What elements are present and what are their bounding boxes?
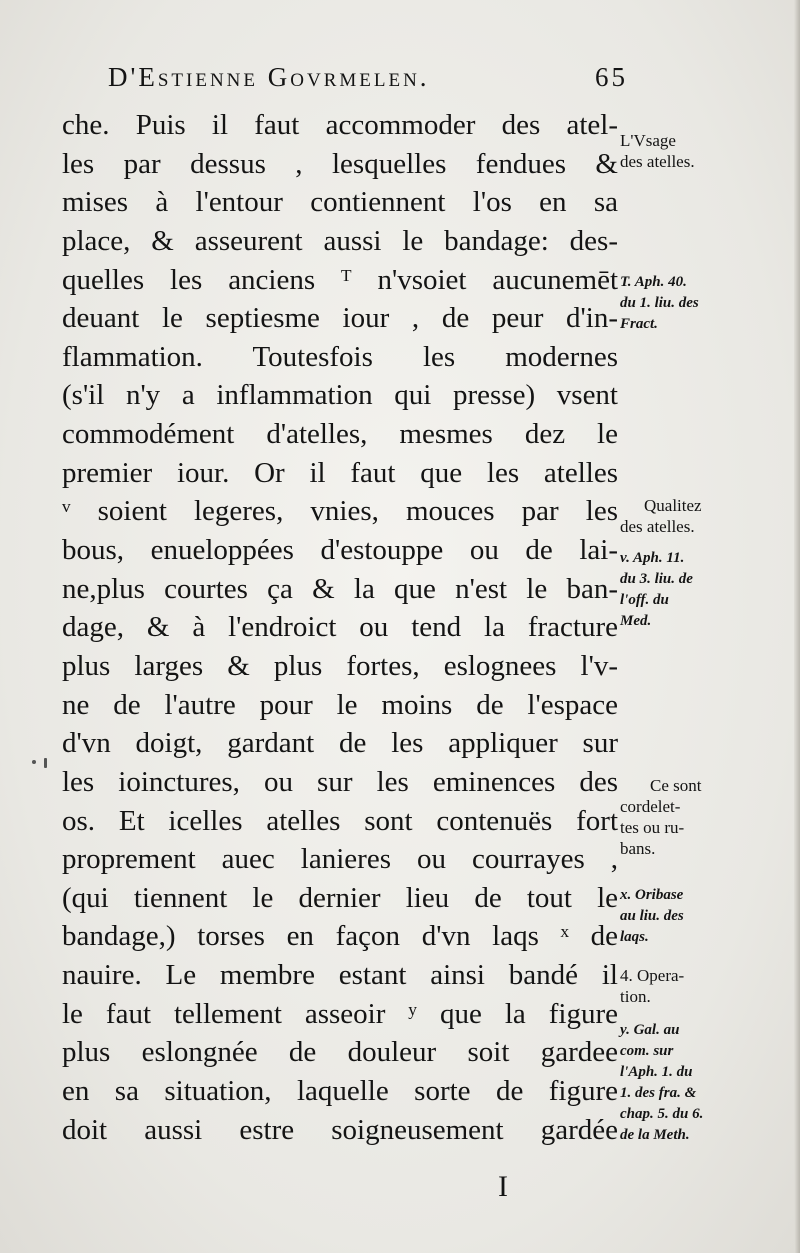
margin-note-line: des atelles. [620,517,695,536]
text-line: plus larges & plus fortes, eslognees l'v- [62,649,618,682]
running-title: D'Estienne Govrmelen. [108,62,430,92]
page-number: 65 [595,62,628,92]
margin-note-line: T. Aph. 40. [620,274,687,290]
text-line: doit aussi estre soigneusement gardée [62,1113,618,1146]
margin-note [620,775,770,859]
margin-note-line: 4. Opera- [620,966,685,985]
margin-note-line: y. Gal. au [620,1022,680,1038]
text-line: bandage,) torses en façon d'vn laqs ˣ de [62,920,618,953]
margin-note-line: Ce sont [650,776,702,795]
text-line: ᵛ soient legeres, vnies, mouces par les [62,495,618,528]
margin-note [620,130,770,172]
margin-note [620,885,770,948]
ink-speck [44,758,47,768]
margin-note-line: v. Aph. 11. [620,550,685,566]
margin-note-line: de la Meth. [620,1127,690,1143]
margin-note-line: des atelles. [620,152,695,171]
margin-note [620,965,770,1007]
text-line: ne de l'autre pour le moins de l'espace [62,688,618,721]
margin-note-line: 1. des fra. & [620,1085,697,1101]
text-line: proprement auec lanieres ou courrayes , [62,843,618,876]
text-line: plus eslongnée de douleur soit gardee [62,1036,618,1069]
ink-speck [32,760,36,764]
text-line: les ioinctures, ou sur les eminences des [62,765,618,798]
margin-note-line: com. sur [620,1043,674,1059]
text-line: premier iour. Or il faut que les atelles [62,456,618,489]
margin-note-line: L'Vsage [620,131,676,150]
text-line: (qui tiennent le dernier lieu de tout le [62,881,618,914]
text-line: le faut tellement asseoir ʸ que la figure [62,997,618,1030]
text-line: d'vn doigt, gardant de les appliquer sur [62,727,618,760]
margin-note-line: bans. [620,839,656,858]
margin-note-line: du 1. liu. des [620,295,699,311]
margin-note-line: Med. [620,613,652,629]
margin-note-line: au liu. des [620,908,684,924]
margin-note [620,272,770,335]
margin-note-line: tion. [620,987,651,1006]
margin-note-line: Qualitez [644,496,702,515]
margin-note [620,1020,770,1146]
running-header [108,62,628,102]
margin-note-line: l'off. du [620,592,669,608]
text-line: che. Puis il faut accommoder des atel- [62,109,618,141]
margin-note-line: du 3. liu. de [620,571,693,587]
text-line: en sa situation, laquelle sorte de figure [62,1075,618,1108]
text-line: flammation. Toutesfois les modernes [62,340,618,373]
text-line: os. Et icelles atelles sont contenuës fort [62,804,618,837]
text-line: quelles les anciens ᵀ n'vsoiet aucunemēt [62,263,618,296]
margin-note-line: Fract. [620,316,658,332]
text-line: place, & asseurent aussi le bandage: des- [62,224,618,257]
text-line: deuant le septiesme iour , de peur d'in- [62,302,618,335]
text-line: les par dessus , lesquelles fendues & [62,147,618,180]
text-line: ne,plus courtes ça & la que n'est le ban- [62,572,618,605]
margin-note-line: chap. 5. du 6. [620,1106,704,1122]
page-edge-shadow [794,0,800,1253]
text-line: commodément d'atelles, mesmes dez le [62,418,618,451]
text-line: nauire. Le membre estant ainsi bandé il [62,959,618,992]
margin-note-line: l'Aph. 1. du [620,1064,693,1080]
margin-note-line: x. Oribase [620,887,684,903]
text-line: bous, enueloppées d'estouppe ou de lai- [62,534,618,567]
text-line: (s'il n'y a inflammation qui presse) vsent [62,379,618,412]
margin-note-line: tes ou ru- [620,818,685,837]
text-line: dage, & à l'endroict ou tend la fracture [62,611,618,644]
margin-note-line: cordelet- [620,797,681,816]
text-line: mises à l'entour contiennent l'os en sa [62,186,618,219]
main-text-block [62,106,618,1149]
margin-note-line: laqs. [620,929,649,945]
margin-note [620,548,770,632]
margin-note [620,495,770,537]
signature-mark: I [498,1170,508,1203]
